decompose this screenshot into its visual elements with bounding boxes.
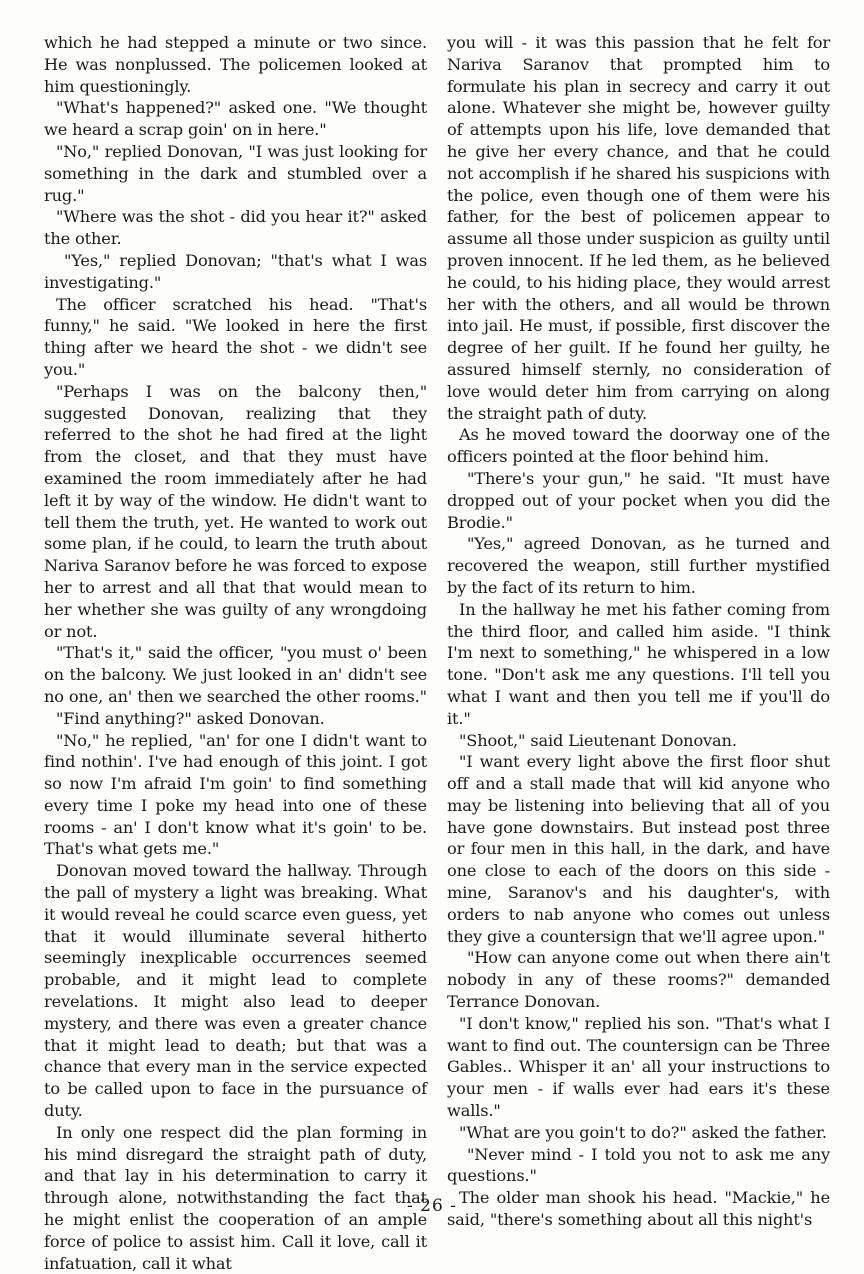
- paragraph: "How can anyone come out when there ain't nobody in any of these rooms?" demanded Terrance Donovan.: [447, 948, 830, 1012]
- paragraph: In the hallway he met his father coming from the third floor, and called him aside. "I think I'm next to something," he whispered in a low tone. "Don't ask me any questions. I'll tell you what I want and then you tell me if you'll do it.": [447, 599, 830, 728]
- paragraph: "There's your gun," he said. "It must have dropped out of your pocket when you did the Brodie.": [447, 468, 830, 532]
- paragraph: The older man shook his head. "Mackie," he said, "there's something about all this night's: [447, 1188, 830, 1230]
- paragraph: "Where was the shot - did you hear it?" asked the other.: [44, 207, 427, 249]
- paragraph: Donovan moved toward the hallway. Through the pall of mystery a light was breaking. What it would reveal he could scarce even guess, yet that it would illuminate several hitherto seemingly inexplicable occurrences seemed probable, and it might lead to complete revelations. It might also lead to deeper mystery, and there was even a greater chance that it might lead to death; but that was a chance that every man in the service expected to be called upon to face in the pursuance of duty.: [44, 861, 427, 1121]
- paragraph: "Shoot," said Lieutenant Donovan.: [459, 730, 737, 750]
- paragraph: "Yes," replied Donovan; "that's what I was investigating.": [44, 250, 427, 292]
- paragraph: "Find anything?" asked Donovan.: [56, 708, 325, 728]
- left-text-column: [44, 32, 427, 1274]
- paragraph: The officer scratched his head. "That's funny," he said. "We looked in here the first thing after we heard the shot - we didn't see you.": [44, 294, 427, 379]
- paragraph: you will - it was this passion that he felt for Nariva Saranov that prompted him to formulate his plan in secrecy and carry it out alone. Whatever she might be, however guilty of attempts upon his life, love demanded that he give her every chance, and that he could not accomplish if he shared his suspicions with the police, even though one of them were his father, for the best of policemen appear to assume all those under suspicion as guilty until proven innocent. If he led them, as he believed he could, to his hiding place, they would arrest her with the others, and all would be thrown into jail. He must, if possible, first discover the degree of her guilt. If he found her guilty, he assured himself sternly, no consideration of love would deter him from carrying on along the straight path of duty.: [447, 33, 830, 423]
- paragraph: "That's it," said the officer, "you must o' been on the balcony. We just looked in an' didn't see no one, an' then we searched the other rooms.": [44, 643, 427, 706]
- paragraph: "What are you goin't to do?" asked the father.: [459, 1122, 827, 1142]
- right-text-column: [447, 32, 830, 1231]
- paragraph: which he had stepped a minute or two since. He was nonplussed. The policemen looked at him questioningly.: [44, 33, 427, 96]
- paragraph: "Perhaps I was on the balcony then," suggested Donovan, realizing that they referred to the shot he had fired at the light from the closet, and that they must have examined the room immediately after he had left it by way of the window. He didn't want to tell them the truth, yet. He wanted to work out some plan, if he could, to learn the truth about Nariva Saranov before he was forced to expose her to arrest and all that that would mean to her whether she was guilty of any wrongdoing or not.: [44, 381, 427, 641]
- paragraph: "Never mind - I told you not to ask me any questions.": [447, 1144, 830, 1186]
- paragraph: "No," he replied, "an' for one I didn't want to find nothin'. I've had enough of this joint. I got so now I'm afraid I'm goin' to find something every time I poke my head into one of these rooms - an' I don't know what it's goin' to be. That's what gets me.": [44, 730, 427, 859]
- paragraph: "What's happened?" asked one. "We thought we heard a scrap goin' on in here.": [44, 98, 427, 140]
- page-number: - 26 -: [407, 1196, 457, 1216]
- paragraph: "No," replied Donovan, "I was just looking for something in the dark and stumbled over a rug.": [44, 141, 427, 205]
- paragraph: "I don't know," replied his son. "That's what I want to find out. The countersign can be Three Gables.. Whisper it an' all your instructions to your men - if walls ever had ears it's these walls.": [447, 1013, 830, 1121]
- paragraph: "I want every light above the first floor shut off and a stall made that will kid anyone who may be listening into believing that all of you have gone downstairs. But instead post three or four men in this hall, in the dark, and have one close to each of the doors on this side - mine, Saranov's and his daughter's, with orders to nab anyone who comes out unless they give a countersign that we'll agree upon.": [447, 752, 830, 946]
- paragraph: "Yes," agreed Donovan, as he turned and recovered the weapon, still further mystified by the fact of its return to him.: [447, 534, 830, 597]
- paragraph: In only one respect did the plan forming in his mind disregard the straight path of duty, and that lay in his determination to carry it through alone, notwithstanding the fact that he might enlist the cooperation of an ample force of police to assist him. Call it love, call it infatuation, call it what: [44, 1122, 427, 1273]
- paragraph: As he moved toward the doorway one of the officers pointed at the floor behind him.: [447, 425, 830, 467]
